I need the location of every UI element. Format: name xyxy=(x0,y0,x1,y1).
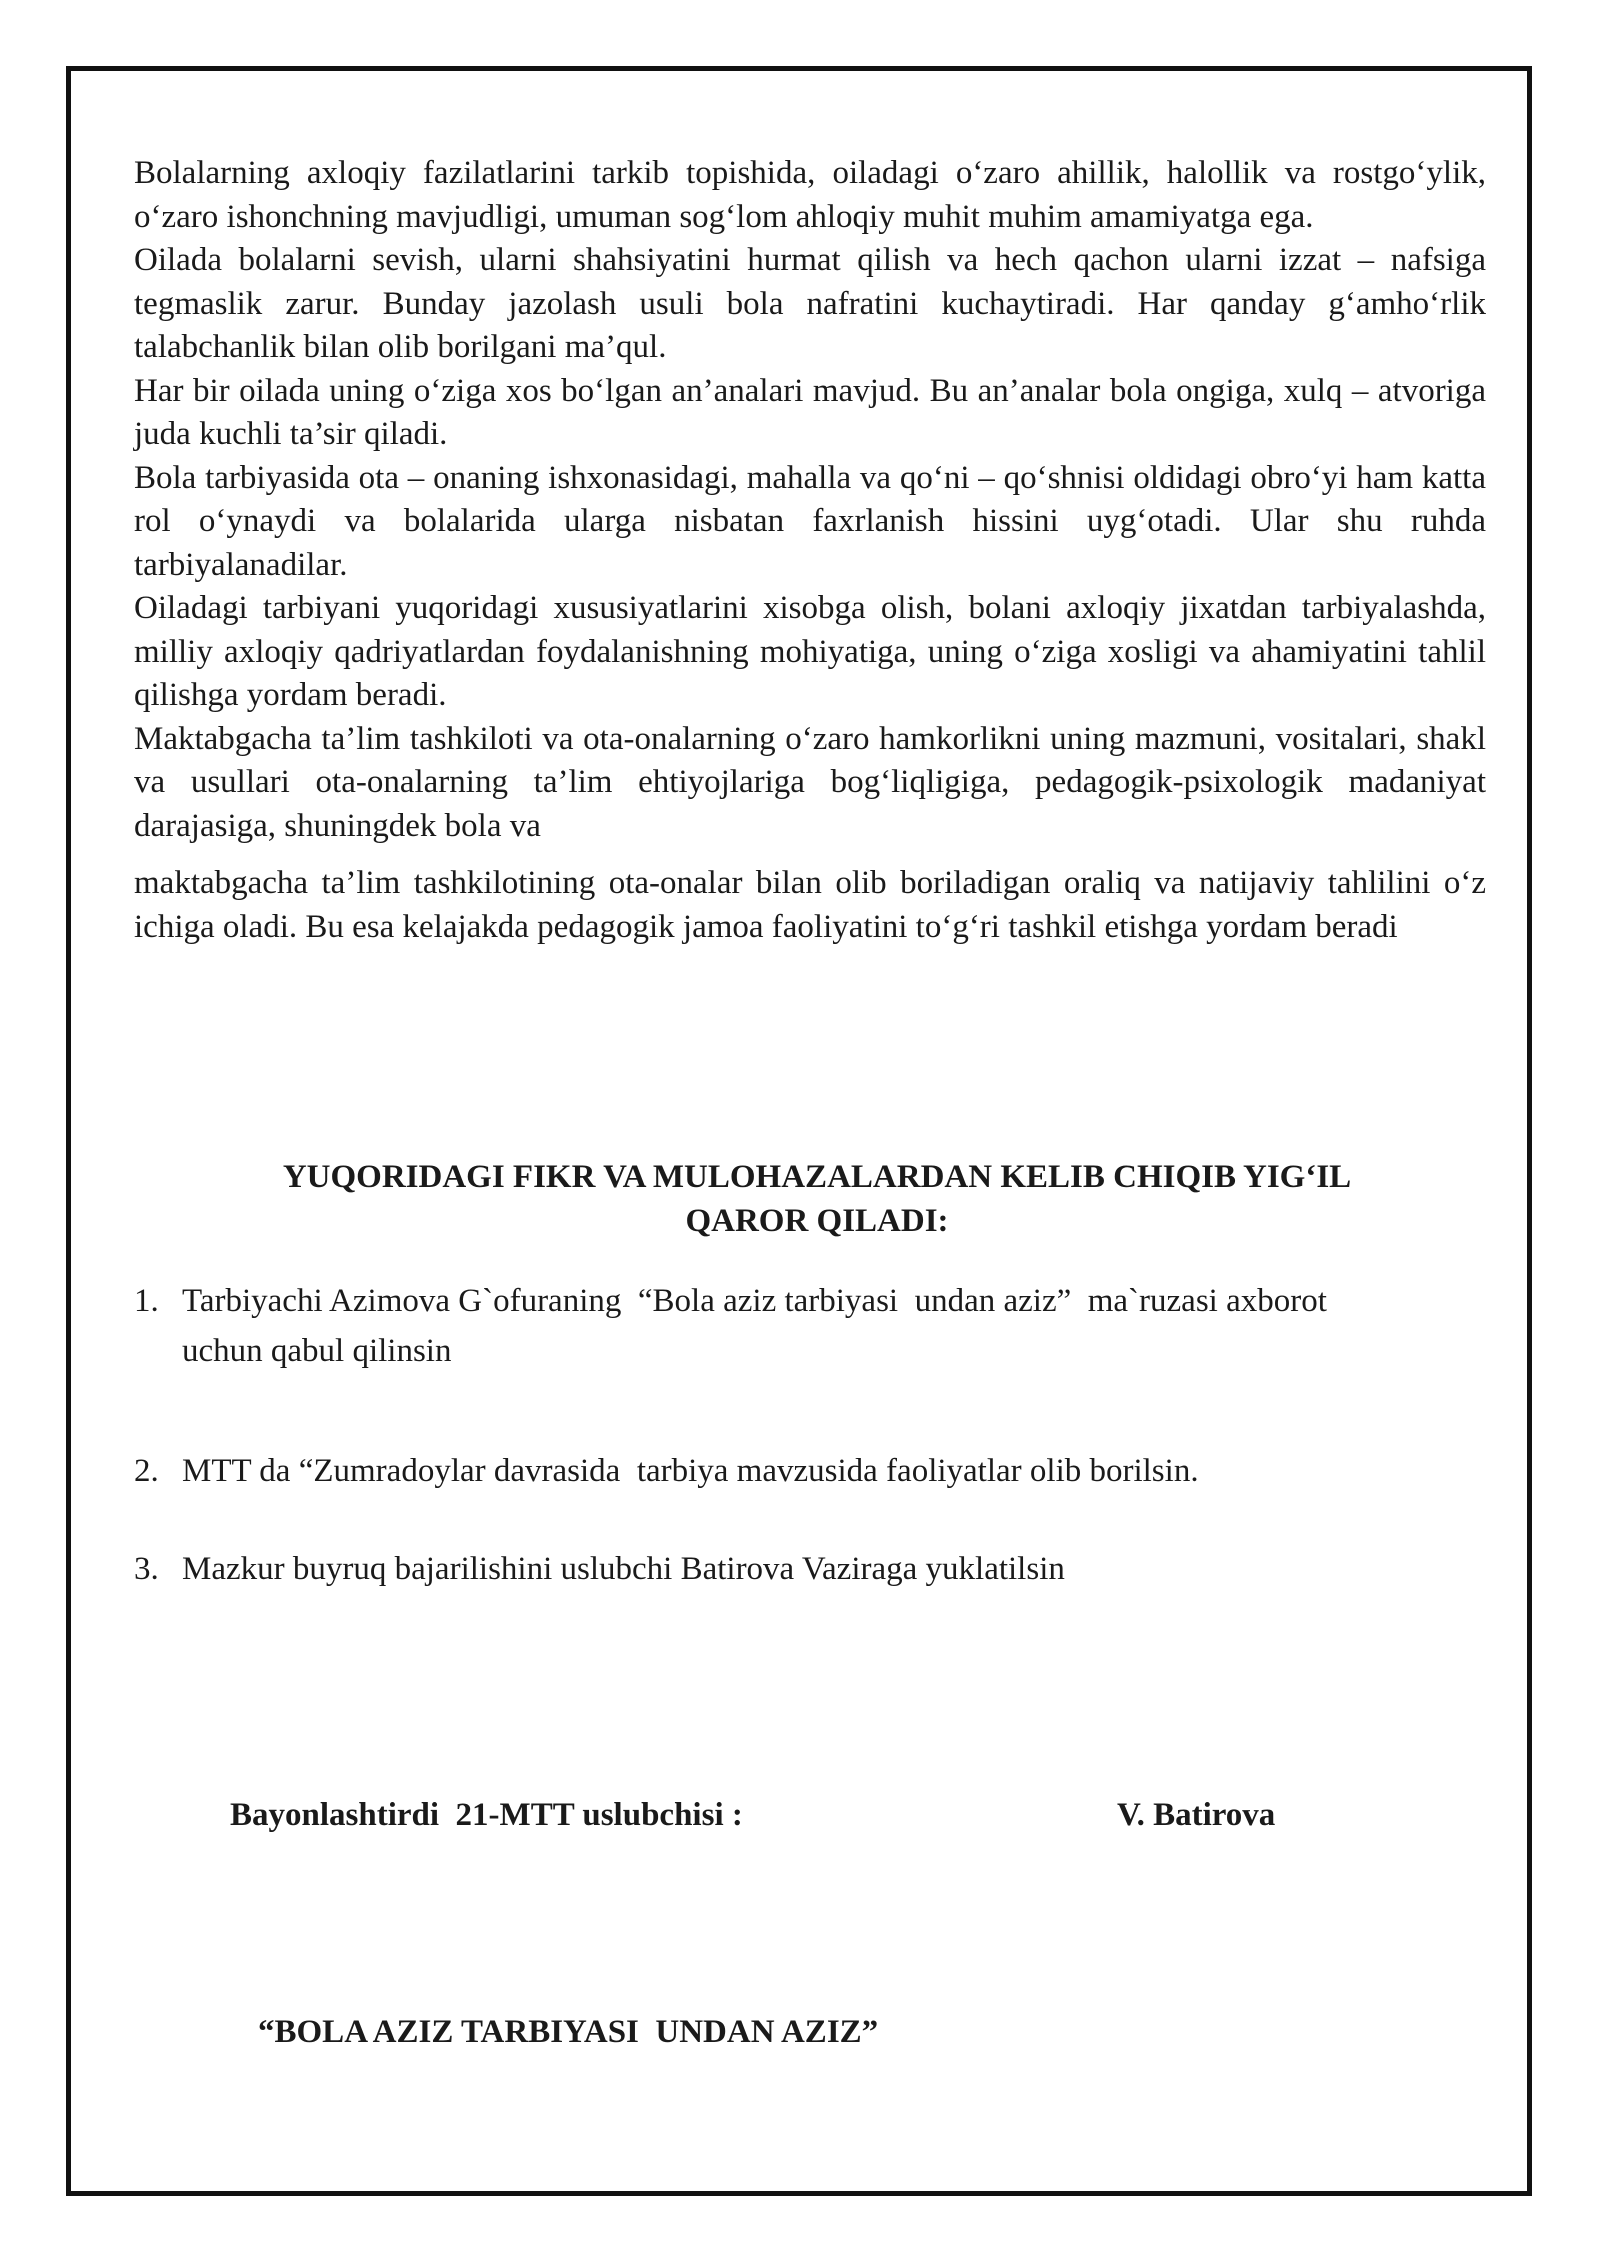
decision-item xyxy=(134,1446,1434,1496)
decision-number: 1. xyxy=(134,1283,159,1319)
decision-heading-line-1: YUQORIDAGI FIKR VA MULOHAZALARDAN KELIB CHIQIB YIG‘IL xyxy=(282,1159,1352,1195)
decision-heading xyxy=(134,1155,1500,1243)
paragraph-7: maktabgacha ta’lim tashkilotining ota-onalar bilan olib boriladigan oraliq va natijaviy tahlilini o‘z ichiga oladi. Bu esa kelajakda pedagogik jamoa faoliyatini to‘g‘ri tashkil etishga yordam beradi xyxy=(134,865,1486,945)
signature-label: Bayonlashtirdi 21-MTT uslubchisi : xyxy=(230,1797,743,1833)
paragraph-1: Bolalarning axloqiy fazilatlarini tarkib topishida, oiladagi o‘zaro ahillik, halollik va rostgo‘ylik, o‘zaro ishonchning mavjudligi, umuman sog‘lom ahloqiy muhit muhim amamiyatga ega. xyxy=(134,155,1486,235)
decision-text: MTT da “Zumradoylar davrasida tarbiya mavzusida faoliyatlar olib borilsin. xyxy=(182,1453,1199,1489)
decision-item xyxy=(134,1544,1434,1594)
paragraph-6: Maktabgacha ta’lim tashkiloti va ota-onalarning o‘zaro hamkorlikni uning mazmuni, vositalari, shakl va usullari ota-onalarning ta’lim ehtiyojlariga bog‘liqligiga, pedagogik-psixologik madaniyat darajasiga, shuningdek bola va xyxy=(134,720,1486,844)
decision-text: Tarbiyachi Azimova G`ofuraning “Bola aziz tarbiyasi undan aziz” ma`ruzasi axborot uchun qabul qilinsin xyxy=(182,1283,1369,1369)
decision-text: Mazkur buyruq bajarilishini uslubchi Batirova Vaziraga yuklatilsin xyxy=(182,1551,1065,1587)
paragraph-4: Bola tarbiyasida ota – onaning ishxonasidagi, mahalla va qo‘ni – qo‘shnisi oldidagi obro‘yi ham katta rol o‘ynaydi va bolalarida ularga nisbatan faxrlanish hissini uyg‘otadi. Ular shu ruhda tarbiyalanadilar. xyxy=(134,459,1486,583)
paragraph-2: Oilada bolalarni sevish, ularni shahsiyatini hurmat qilish va hech qachon ularni izzat – nafsiga tegmaslik zarur. Bunday jazolash usuli bola nafratini kuchaytiradi. Har qanday g‘amho‘rlik talabchanlik bilan olib borilgani ma’qul. xyxy=(134,242,1486,365)
body-text xyxy=(134,152,1486,949)
paragraph-3: Har bir oilada uning o‘ziga xos bo‘lgan an’analari mavjud. Bu an’analar bola ongiga, xulq – atvoriga juda kuchli ta’sir qiladi. xyxy=(134,372,1486,452)
decision-item xyxy=(134,1276,1434,1376)
decision-number: 3. xyxy=(134,1551,159,1587)
decision-number: 2. xyxy=(134,1453,159,1489)
paragraph-5: Oiladagi tarbiyani yuqoridagi xususiyatlarini xisobga olish, bolani axloqiy jixatdan tarbiyalashda, milliy axloqiy qadriyatlardan foydalanishning mohiyatiga, uning o‘ziga xosligi va ahamiyatini tahlil qilishga yordam beradi. xyxy=(134,590,1486,713)
signature-name: V. Batirova xyxy=(1117,1797,1276,1833)
decision-list xyxy=(134,1276,1434,1594)
decision-heading-line-2: QAROR QILADI: xyxy=(685,1203,949,1239)
footer-title: “BOLA AZIZ TARBIYASI UNDAN AZIZ” xyxy=(258,2014,879,2050)
